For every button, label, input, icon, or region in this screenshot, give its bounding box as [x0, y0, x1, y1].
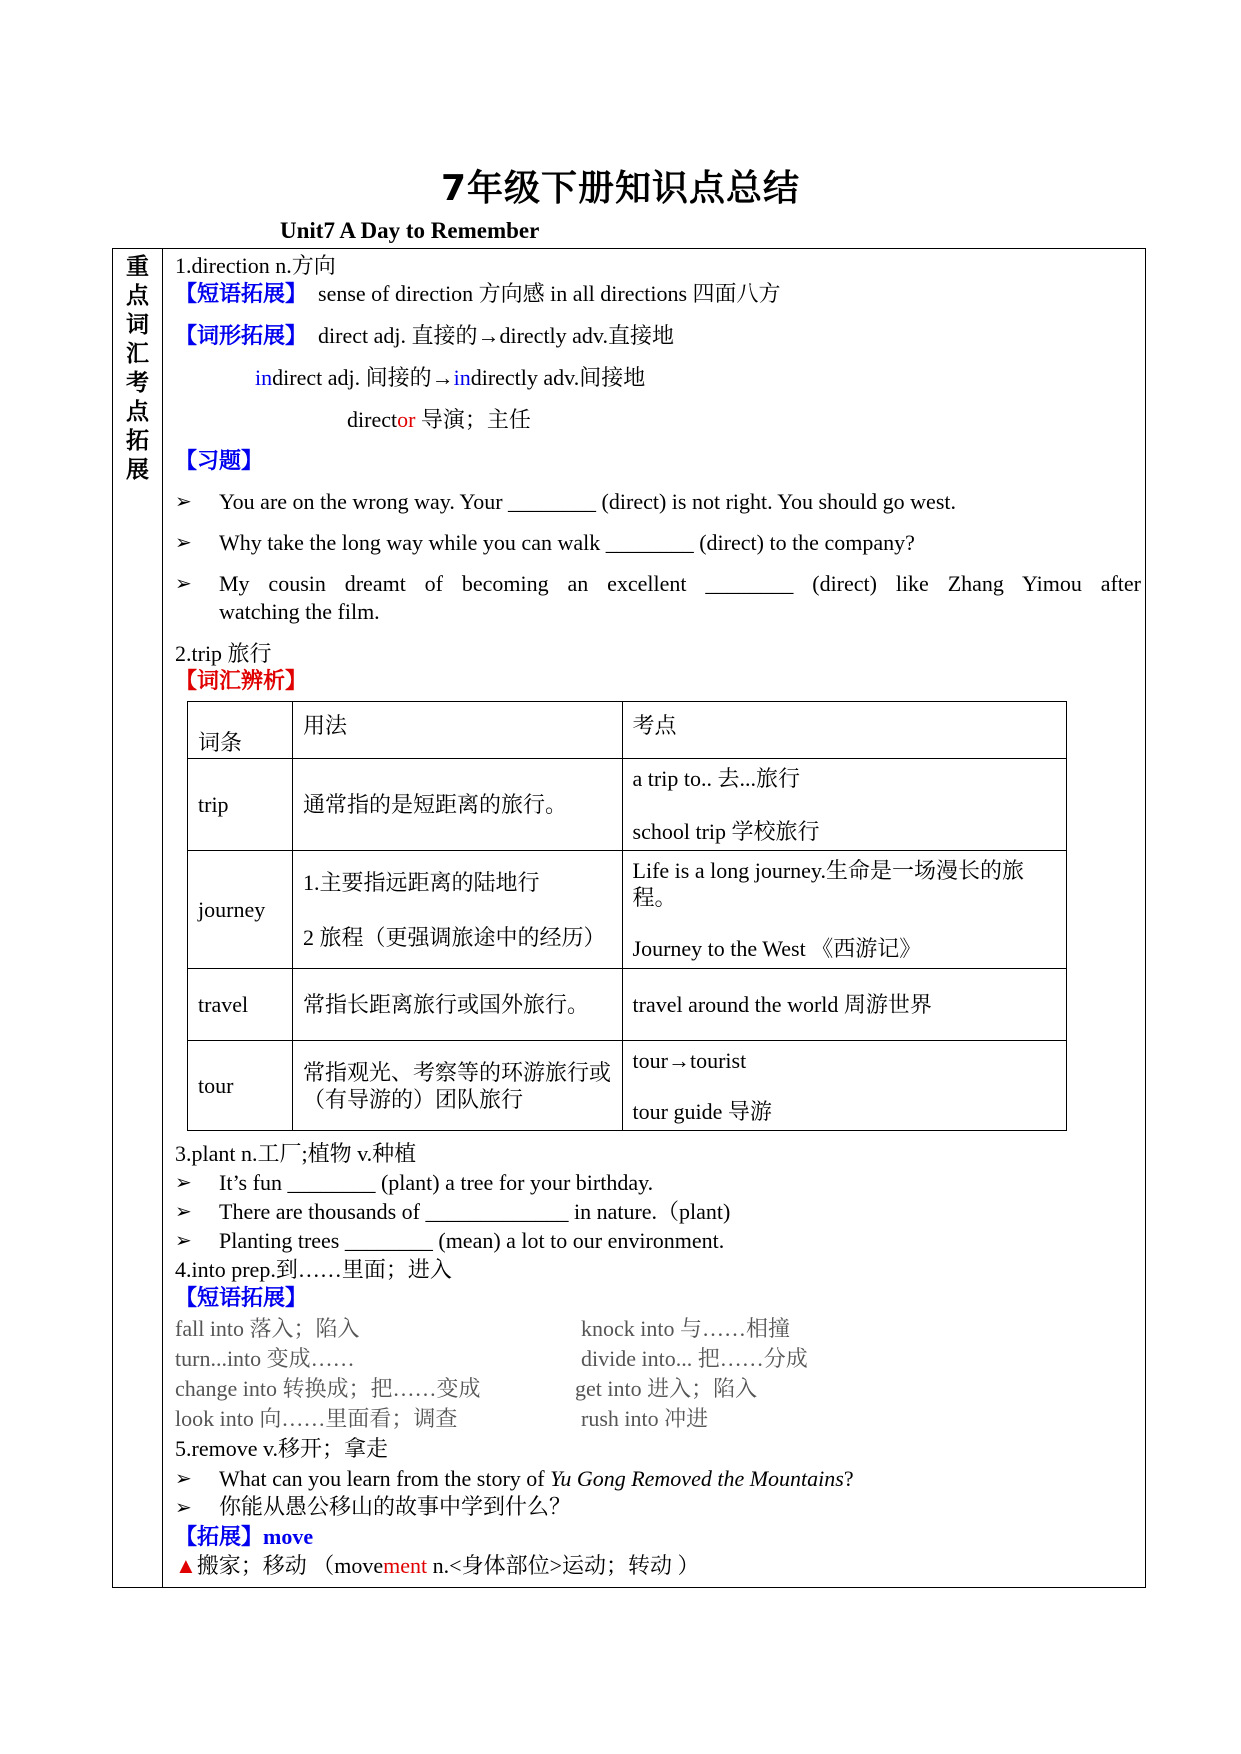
word-cell: trip — [188, 759, 293, 851]
arrow-bullet-icon: ➢ — [175, 1201, 192, 1223]
side-char: 点 — [126, 399, 149, 425]
point-cell — [622, 1041, 1066, 1131]
word-cell: journey — [188, 851, 293, 969]
word-form-line2-mid: direct adj. 间接的→ — [272, 365, 454, 390]
phrase-left: turn...into 变成…… — [175, 1346, 355, 1371]
header-cell: 词条 — [188, 702, 293, 759]
side-char: 词 — [126, 312, 149, 338]
unit-subtitle: Unit7 A Day to Remember — [280, 218, 540, 243]
phrase-left: change into 转换成；把……变成 — [175, 1376, 481, 1401]
table-row — [188, 851, 1067, 969]
suffix-or: or — [397, 407, 416, 432]
move-meaning-a: 搬家；移动 （move — [196, 1553, 384, 1578]
side-label-column — [113, 249, 163, 1587]
question-mark: ? — [843, 1466, 854, 1491]
table-row — [188, 1041, 1067, 1131]
page-title: 7年级下册知识点总结 — [440, 168, 801, 209]
vocab-table — [187, 701, 1067, 1131]
usage-cell: 常指长距离旅行或国外旅行。 — [292, 969, 622, 1041]
usage-line: 1.主要指远距离的陆地行 — [302, 869, 540, 895]
header-cell: 考点 — [622, 702, 1066, 759]
word-form-line3 — [347, 407, 531, 433]
word-form-line2 — [255, 365, 645, 391]
prefix-in: in — [255, 365, 273, 390]
notes-frame — [112, 248, 1146, 1588]
section-direction-heading: 1.direction n.方向 — [175, 253, 336, 278]
side-char: 重 — [126, 254, 149, 280]
point-cell: travel around the world 周游世界 — [622, 969, 1066, 1041]
word-form-line3-meaning: 导演；主任 — [415, 407, 531, 432]
word-form-tag: 【词形拓展】 — [175, 324, 308, 349]
section-into-heading: 4.into prep.到……里面；进入 — [175, 1257, 452, 1282]
exercise-item: You are on the wrong way. Your ________ (direct) is not right. You should go west. — [219, 489, 956, 514]
word-cell: tour — [188, 1041, 293, 1131]
phrase-right: divide into... 把……分成 — [581, 1346, 808, 1371]
exercise-tag: 【习题】 — [175, 449, 264, 474]
arrow-bullet-icon: ➢ — [175, 491, 192, 513]
table-row — [188, 759, 1067, 851]
prefix-in-2: in — [453, 365, 471, 390]
arrow-bullet-icon: ➢ — [175, 532, 192, 554]
table-row — [188, 969, 1067, 1041]
point-line: tour guide 导游 — [632, 1098, 772, 1124]
move-meaning-c: n.<身体部位>运动；转动 ） — [427, 1553, 700, 1578]
section-plant-heading: 3.plant n.工厂;植物 v.种植 — [175, 1141, 417, 1166]
extension-tag: 【拓展】 — [175, 1525, 264, 1550]
point-cell — [622, 759, 1066, 851]
move-meaning-row — [175, 1553, 700, 1579]
word-form-line2-rest: directly adv.间接地 — [470, 365, 646, 390]
point-line: Journey to the West 《西游记》 — [632, 936, 922, 961]
header-cell: 用法 — [292, 702, 622, 759]
phrase-left: fall into 落入；陷入 — [175, 1316, 360, 1341]
phrase-extension-text: sense of direction 方向感 in all directions 四面八方 — [318, 281, 781, 306]
phrase-right: get into 进入；陷入 — [575, 1376, 758, 1401]
usage-line: 2 旅程（更强调旅途中的经历） — [302, 924, 606, 950]
side-char: 考 — [126, 370, 149, 396]
exercise-item — [219, 1466, 854, 1492]
triangle-icon: ▲ — [175, 1553, 197, 1578]
arrow-bullet-icon: ➢ — [175, 1230, 192, 1252]
exercise-item-cont: watching the film. — [219, 599, 380, 624]
exercise-item: 你能从愚公移山的故事中学到什么？ — [219, 1495, 572, 1520]
point-line: school trip 学校旅行 — [632, 818, 820, 844]
side-char: 点 — [126, 283, 149, 309]
point-line: a trip to.. 去...旅行 — [632, 765, 800, 791]
word-form-line1: direct adj. 直接的→directly adv.直接地 — [318, 323, 675, 348]
vocab-analysis-tag: 【词汇辨析】 — [175, 669, 308, 694]
arrow-bullet-icon: ➢ — [175, 573, 192, 595]
section-remove-heading: 5.remove v.移开；拿走 — [175, 1436, 389, 1461]
phrase-extension-tag: 【短语拓展】 — [175, 282, 308, 307]
phrase-extension-row — [175, 281, 781, 308]
usage-cell: 通常指的是短距离的旅行。 — [292, 759, 622, 851]
story-title: Yu Gong Removed the Mountains — [550, 1466, 844, 1491]
section-trip-heading: 2.trip 旅行 — [175, 641, 272, 666]
side-char: 展 — [126, 457, 149, 483]
phrase-right: rush into 冲进 — [581, 1406, 709, 1431]
phrase-right: knock into 与……相撞 — [581, 1316, 790, 1341]
arrow-bullet-icon: ➢ — [175, 1468, 192, 1490]
word-form-line3-root: direct — [347, 407, 398, 432]
side-char: 拓 — [126, 428, 149, 454]
usage-cell: 常指观光、考察等的环游旅行或（有导游的）团队旅行 — [292, 1041, 622, 1131]
side-char: 汇 — [126, 341, 149, 367]
phrase-extension-tag: 【短语拓展】 — [175, 1286, 308, 1311]
side-label — [113, 249, 162, 485]
exercise-item: Planting trees ________ (mean) a lot to our environment. — [219, 1228, 725, 1253]
extension-word: move — [263, 1524, 314, 1549]
exercise-text: What can you learn from the story of — [219, 1466, 551, 1491]
usage-cell — [292, 851, 622, 969]
suffix-ment: ment — [383, 1553, 428, 1578]
point-line: tour→tourist — [632, 1047, 747, 1073]
extension-row — [175, 1524, 313, 1551]
table-header-row — [188, 702, 1067, 759]
point-line: Life is a long journey.生命是一场漫长的旅程。 — [632, 858, 1024, 910]
point-cell — [622, 851, 1066, 969]
word-cell: travel — [188, 969, 293, 1041]
exercise-item: Why take the long way while you can walk ________ (direct) to the company? — [219, 530, 915, 555]
arrow-bullet-icon: ➢ — [175, 1497, 192, 1519]
exercise-item: There are thousands of _____________ in nature.（plant) — [219, 1199, 731, 1224]
phrase-left: look into 向……里面看；调查 — [175, 1406, 458, 1431]
exercise-item: It’s fun ________ (plant) a tree for your birthday. — [219, 1170, 654, 1195]
word-form-row — [175, 323, 674, 350]
arrow-bullet-icon: ➢ — [175, 1172, 192, 1194]
exercise-item: My cousin dreamt of becoming an excellent ________ (direct) like Zhang Yimou after — [219, 571, 1141, 596]
